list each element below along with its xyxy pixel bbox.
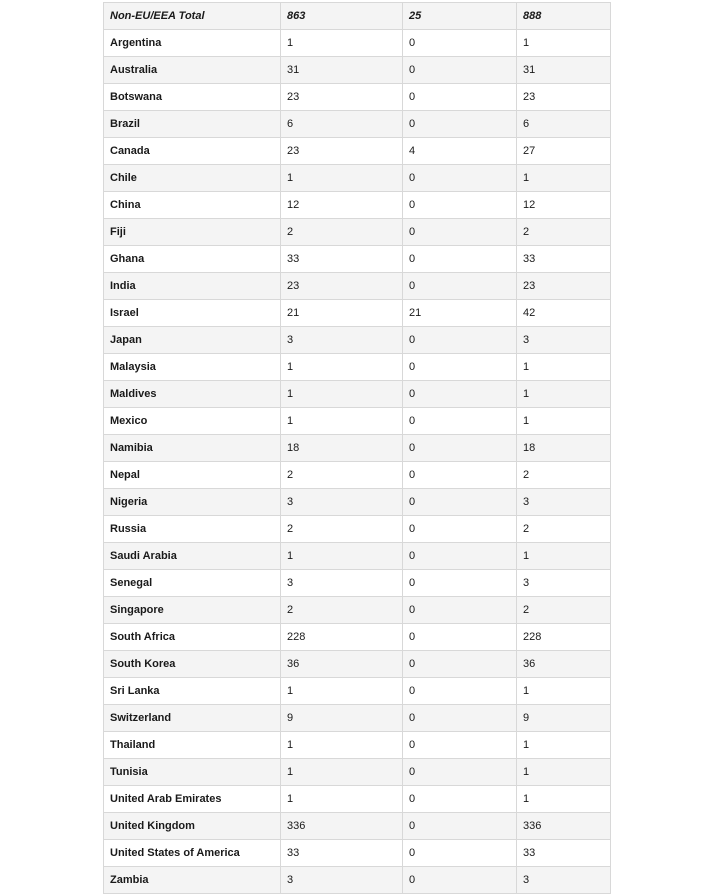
cell-col1: 336 — [281, 813, 403, 840]
cell-col3: 1 — [517, 30, 611, 57]
cell-col1: 3 — [281, 570, 403, 597]
cell-col1: 1 — [281, 381, 403, 408]
cell-col2: 0 — [403, 273, 517, 300]
cell-col2: 0 — [403, 489, 517, 516]
table-row — [104, 381, 611, 408]
table-row — [104, 408, 611, 435]
cell-col3: 33 — [517, 246, 611, 273]
cell-country: India — [104, 273, 281, 300]
cell-col2: 0 — [403, 57, 517, 84]
cell-country: Singapore — [104, 597, 281, 624]
cell-country: Switzerland — [104, 705, 281, 732]
table-row — [104, 273, 611, 300]
cell-country: Zambia — [104, 867, 281, 894]
cell-col3: 228 — [517, 624, 611, 651]
cell-col2: 0 — [403, 111, 517, 138]
cell-col3: 1 — [517, 543, 611, 570]
cell-col3: 12 — [517, 192, 611, 219]
cell-col1: 2 — [281, 597, 403, 624]
cell-col2: 0 — [403, 246, 517, 273]
table-row-total — [104, 3, 611, 30]
cell-country: Australia — [104, 57, 281, 84]
cell-col1: 3 — [281, 327, 403, 354]
cell-col3: 33 — [517, 840, 611, 867]
cell-col1: 1 — [281, 786, 403, 813]
cell-col1: 2 — [281, 219, 403, 246]
cell-country: South Africa — [104, 624, 281, 651]
cell-col1: 1 — [281, 408, 403, 435]
table-row — [104, 489, 611, 516]
cell-country: Argentina — [104, 30, 281, 57]
table-row — [104, 786, 611, 813]
cell-col3: 31 — [517, 57, 611, 84]
cell-col2: 0 — [403, 624, 517, 651]
cell-col1: 6 — [281, 111, 403, 138]
cell-col1: 12 — [281, 192, 403, 219]
cell-col2: 0 — [403, 192, 517, 219]
table-row — [104, 192, 611, 219]
cell-col1: 2 — [281, 516, 403, 543]
cell-col2: 0 — [403, 354, 517, 381]
cell-col2: 0 — [403, 840, 517, 867]
cell-country: China — [104, 192, 281, 219]
table-row — [104, 624, 611, 651]
cell-col1: 23 — [281, 138, 403, 165]
data-table-container — [103, 2, 610, 894]
cell-col2: 0 — [403, 435, 517, 462]
cell-col3: 23 — [517, 273, 611, 300]
cell-country: Ghana — [104, 246, 281, 273]
table-body — [104, 3, 611, 894]
cell-col2: 0 — [403, 732, 517, 759]
cell-col1: 18 — [281, 435, 403, 462]
cell-col3: 3 — [517, 489, 611, 516]
table-row — [104, 138, 611, 165]
table-row — [104, 354, 611, 381]
cell-col3: 1 — [517, 354, 611, 381]
cell-col2: 0 — [403, 462, 517, 489]
cell-col3: 2 — [517, 597, 611, 624]
cell-country: Namibia — [104, 435, 281, 462]
cell-col2: 0 — [403, 597, 517, 624]
cell-col3: 1 — [517, 165, 611, 192]
cell-col1: 23 — [281, 273, 403, 300]
cell-col2: 0 — [403, 219, 517, 246]
cell-col3: 9 — [517, 705, 611, 732]
country-cases-table — [103, 2, 611, 894]
cell-col1: 23 — [281, 84, 403, 111]
cell-country: Mexico — [104, 408, 281, 435]
table-row — [104, 219, 611, 246]
cell-col2: 4 — [403, 138, 517, 165]
cell-col3: 888 — [517, 3, 611, 30]
cell-col3: 336 — [517, 813, 611, 840]
cell-country: Fiji — [104, 219, 281, 246]
cell-col1: 1 — [281, 759, 403, 786]
cell-col3: 3 — [517, 570, 611, 597]
cell-col3: 2 — [517, 219, 611, 246]
cell-col1: 33 — [281, 246, 403, 273]
cell-col3: 1 — [517, 759, 611, 786]
cell-country: Chile — [104, 165, 281, 192]
table-row — [104, 462, 611, 489]
cell-col2: 0 — [403, 813, 517, 840]
table-row — [104, 732, 611, 759]
cell-country: Senegal — [104, 570, 281, 597]
cell-col1: 863 — [281, 3, 403, 30]
cell-country: United States of America — [104, 840, 281, 867]
cell-col2: 0 — [403, 543, 517, 570]
cell-country: Nepal — [104, 462, 281, 489]
cell-col3: 18 — [517, 435, 611, 462]
cell-col2: 0 — [403, 705, 517, 732]
cell-col3: 3 — [517, 327, 611, 354]
cell-col1: 1 — [281, 354, 403, 381]
cell-country: Japan — [104, 327, 281, 354]
cell-country: United Arab Emirates — [104, 786, 281, 813]
table-row — [104, 543, 611, 570]
cell-country: Botswana — [104, 84, 281, 111]
table-row — [104, 840, 611, 867]
table-row — [104, 570, 611, 597]
cell-country: Canada — [104, 138, 281, 165]
cell-col1: 1 — [281, 30, 403, 57]
cell-col1: 1 — [281, 165, 403, 192]
table-row — [104, 516, 611, 543]
cell-col1: 31 — [281, 57, 403, 84]
cell-col3: 1 — [517, 381, 611, 408]
cell-col1: 9 — [281, 705, 403, 732]
cell-col3: 27 — [517, 138, 611, 165]
cell-country: Malaysia — [104, 354, 281, 381]
cell-col3: 3 — [517, 867, 611, 894]
cell-country: Brazil — [104, 111, 281, 138]
table-row — [104, 30, 611, 57]
cell-country: Thailand — [104, 732, 281, 759]
cell-col3: 1 — [517, 678, 611, 705]
table-row — [104, 705, 611, 732]
cell-country: Nigeria — [104, 489, 281, 516]
cell-col1: 1 — [281, 732, 403, 759]
cell-col2: 0 — [403, 570, 517, 597]
cell-country: Russia — [104, 516, 281, 543]
cell-country: Non-EU/EEA Total — [104, 3, 281, 30]
cell-col2: 21 — [403, 300, 517, 327]
cell-col3: 42 — [517, 300, 611, 327]
cell-col2: 0 — [403, 786, 517, 813]
table-row — [104, 111, 611, 138]
cell-col1: 1 — [281, 678, 403, 705]
cell-col1: 21 — [281, 300, 403, 327]
cell-col3: 2 — [517, 516, 611, 543]
cell-col3: 2 — [517, 462, 611, 489]
cell-country: Maldives — [104, 381, 281, 408]
table-row — [104, 651, 611, 678]
cell-col2: 25 — [403, 3, 517, 30]
table-row — [104, 246, 611, 273]
cell-country: United Kingdom — [104, 813, 281, 840]
cell-country: Saudi Arabia — [104, 543, 281, 570]
table-row — [104, 327, 611, 354]
table-row — [104, 813, 611, 840]
cell-country: Sri Lanka — [104, 678, 281, 705]
cell-col1: 2 — [281, 462, 403, 489]
cell-col3: 36 — [517, 651, 611, 678]
table-row — [104, 300, 611, 327]
cell-col3: 1 — [517, 732, 611, 759]
cell-col2: 0 — [403, 516, 517, 543]
table-row — [104, 435, 611, 462]
cell-col3: 1 — [517, 408, 611, 435]
cell-col2: 0 — [403, 165, 517, 192]
cell-col2: 0 — [403, 678, 517, 705]
cell-country: Israel — [104, 300, 281, 327]
cell-col3: 1 — [517, 786, 611, 813]
cell-col1: 3 — [281, 867, 403, 894]
cell-col2: 0 — [403, 327, 517, 354]
cell-col1: 36 — [281, 651, 403, 678]
table-row — [104, 84, 611, 111]
cell-col2: 0 — [403, 84, 517, 111]
cell-col2: 0 — [403, 408, 517, 435]
table-row — [104, 678, 611, 705]
cell-col3: 23 — [517, 84, 611, 111]
cell-col2: 0 — [403, 867, 517, 894]
cell-col1: 3 — [281, 489, 403, 516]
cell-col2: 0 — [403, 381, 517, 408]
table-row — [104, 57, 611, 84]
cell-col1: 228 — [281, 624, 403, 651]
cell-col2: 0 — [403, 30, 517, 57]
table-row — [104, 597, 611, 624]
table-row — [104, 759, 611, 786]
cell-col2: 0 — [403, 651, 517, 678]
cell-col2: 0 — [403, 759, 517, 786]
cell-country: Tunisia — [104, 759, 281, 786]
table-row — [104, 867, 611, 894]
cell-col1: 33 — [281, 840, 403, 867]
table-row — [104, 165, 611, 192]
cell-country: South Korea — [104, 651, 281, 678]
cell-col3: 6 — [517, 111, 611, 138]
cell-col1: 1 — [281, 543, 403, 570]
